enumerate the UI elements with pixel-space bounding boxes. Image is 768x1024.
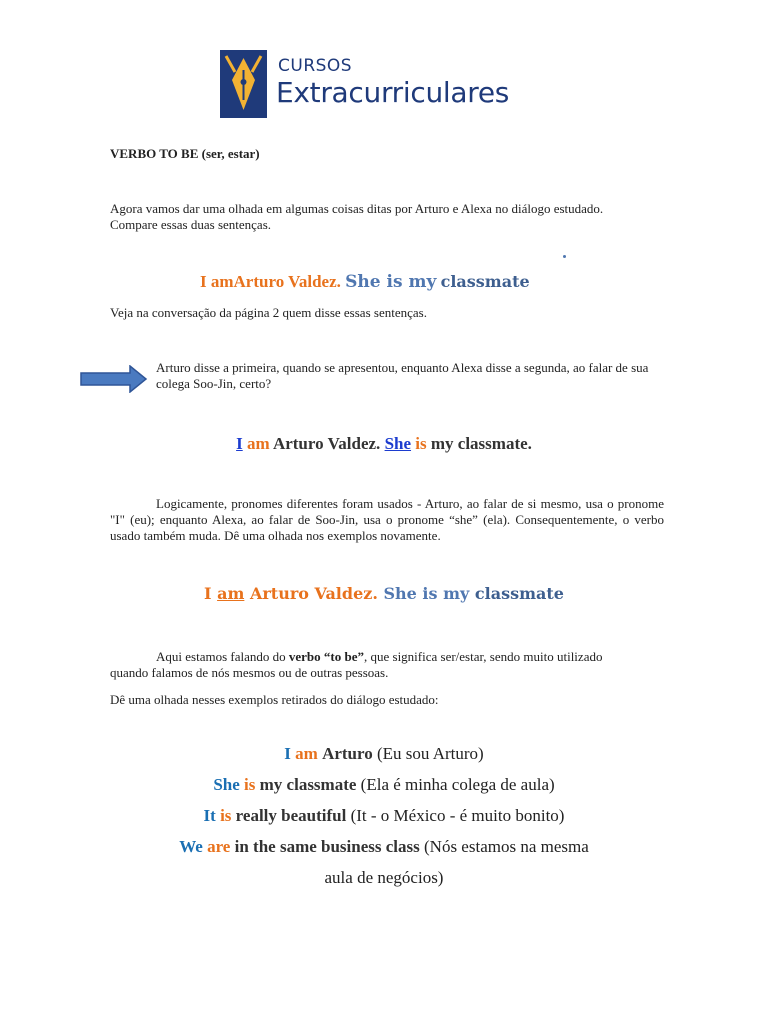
logo-mark [220, 50, 267, 118]
sentence-two-name: Arturo Valdez. [272, 434, 381, 453]
see-conversation-text: Veja na conversação da página 2 quem disse essas sentenças. [110, 305, 427, 320]
example-translation: (Ela é minha colega de aula) [360, 775, 555, 794]
example-subject: She [213, 775, 240, 794]
example-verb: is [220, 806, 232, 825]
example-line [0, 806, 768, 826]
example-line [0, 775, 768, 795]
sentence-one-classmate: classmate [440, 272, 530, 291]
example-subject: I [284, 744, 291, 763]
sentence-three-i: I [204, 584, 212, 603]
sentence-two-is: is [415, 434, 427, 453]
example-line [0, 744, 768, 764]
decorative-dot [563, 255, 566, 258]
sentence-two [0, 434, 768, 454]
sentence-one-she: She is my [345, 272, 437, 292]
verb-paragraph-bold: verbo “to be” [288, 649, 364, 664]
examples-intro: Dê uma olhada nesses exemplos retirados do diálogo estudado: [110, 692, 439, 707]
logic-paragraph: Logicamente, pronomes diferentes foram usados - Arturo, ao falar de si mesmo, usa o pronome "I" (eu); enquanto Alexa, ao falar de Soo-Jin, usa o pronome “she” (ela). Consequentemente, o verbo usado também muda. Dê uma olhada nos exemplos novamente. [110, 496, 664, 543]
example-continuation: aula de negócios) [324, 868, 444, 887]
example-verb: is [244, 775, 256, 794]
logo-top-text: CURSOS [278, 56, 353, 76]
arrow-right-icon [80, 365, 148, 398]
sentence-three-am: am [217, 584, 245, 603]
verb-paragraph-before: Aqui estamos falando do [156, 649, 289, 664]
sentence-three-she: She is my [383, 584, 470, 603]
example-verb: are [207, 837, 231, 856]
sentence-two-she: She [384, 434, 412, 453]
verb-paragraph [110, 649, 630, 681]
fountain-pen-nib-icon [220, 50, 267, 118]
example-rest: my classmate [259, 775, 357, 794]
sentence-three-name: Arturo Valdez. [249, 584, 378, 603]
example-translation: (It - o México - é muito bonito) [350, 806, 565, 825]
sentence-one-i-am: I am [200, 272, 234, 291]
sentence-three [0, 584, 768, 603]
example-rest: Arturo [322, 744, 373, 763]
sentence-two-i: I [236, 434, 243, 453]
example-subject: We [179, 837, 203, 856]
example-subject: It [203, 806, 216, 825]
example-rest: in the same business class [234, 837, 420, 856]
example-line [0, 837, 768, 857]
arrow-explanation: Arturo disse a primeira, quando se apresentou, enquanto Alexa disse a segunda, ao falar de sua colega Soo-Jin, certo? [156, 360, 649, 391]
intro-paragraph: Agora vamos dar uma olhada em algumas coisas ditas por Arturo e Alexa no diálogo estudado. Compare essas duas sentenças. [110, 201, 604, 232]
example-translation: (Eu sou Arturo) [377, 744, 484, 763]
example-verb: am [295, 744, 318, 763]
logo-bottom-text: Extracurriculares [276, 76, 510, 109]
example-translation: (Nós estamos na mesma [424, 837, 589, 856]
page-title: VERBO TO BE (ser, estar) [110, 146, 260, 161]
sentence-three-classmate: classmate [474, 584, 564, 603]
verb-paragraph-after: , que significa ser/estar, sendo muito utilizado quando falamos de nós mesmos ou de outras pessoas. [110, 649, 603, 680]
example-rest: really beautiful [235, 806, 347, 825]
sentence-two-am: am [246, 434, 270, 453]
sentence-two-rest: my classmate. [430, 434, 532, 453]
sentence-one-name: Arturo Valdez. [233, 272, 341, 291]
sentence-one [200, 272, 600, 292]
